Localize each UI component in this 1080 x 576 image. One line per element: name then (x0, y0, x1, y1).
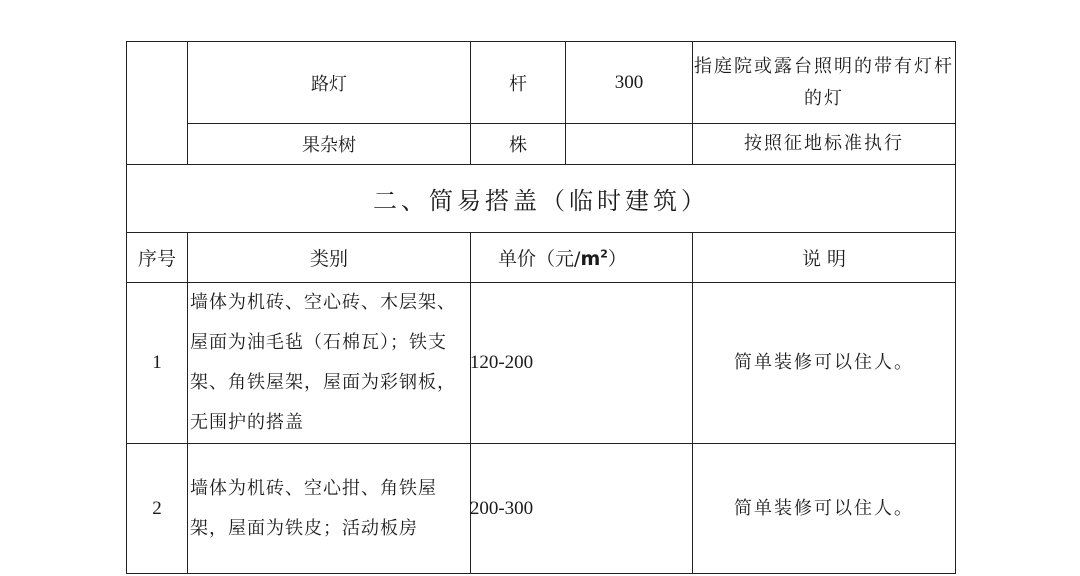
item-note: 指庭院或露台照明的带有灯杆的灯 (693, 42, 956, 124)
header-row (127, 233, 956, 283)
item-note: 按照征地标准执行 (693, 124, 956, 165)
row-category: 墙体为机砖、空心砖、木层架、屋面为油毛毡（石棉瓦）；铁支架、角铁屋架，屋面为彩钢板，无围护的搭盖 (188, 283, 471, 444)
item-unit: 杆 (471, 42, 566, 124)
empty-seq-cell (127, 42, 188, 165)
row-price (471, 283, 693, 444)
row-seq: 2 (127, 444, 188, 574)
item-name: 果杂树 (188, 124, 471, 165)
header-price-prefix: 单价（元/ (498, 248, 581, 270)
header-price-suffix: ） (607, 248, 627, 270)
row-price-value: 200-300 (469, 497, 534, 519)
item-price (566, 124, 693, 165)
row-seq: 1 (127, 283, 188, 444)
row-category: 墙体为机砖、空心拑、角铁屋架，屋面为铁皮；活动板房 (188, 444, 471, 574)
item-unit: 株 (471, 124, 566, 165)
header-seq: 序号 (127, 233, 188, 283)
section-row (127, 165, 956, 233)
item-price: 300 (566, 42, 693, 124)
row-note: 简单装修可以住人。 (693, 444, 956, 574)
table-row (127, 283, 956, 444)
header-price-sup: 2 (600, 247, 608, 261)
header-price (471, 233, 693, 283)
table-row (127, 124, 956, 165)
header-note: 说 明 (693, 233, 956, 283)
header-category: 类别 (188, 233, 471, 283)
table-row (127, 444, 956, 574)
table-row (127, 42, 956, 124)
row-note: 简单装修可以住人。 (693, 283, 956, 444)
item-name: 路灯 (188, 42, 471, 124)
header-price-unit: m (580, 248, 601, 270)
compensation-table (126, 41, 956, 574)
row-price (471, 444, 693, 574)
row-price-value: 120-200 (469, 352, 534, 373)
section-title: 二、简易搭盖（临时建筑） (127, 165, 956, 233)
